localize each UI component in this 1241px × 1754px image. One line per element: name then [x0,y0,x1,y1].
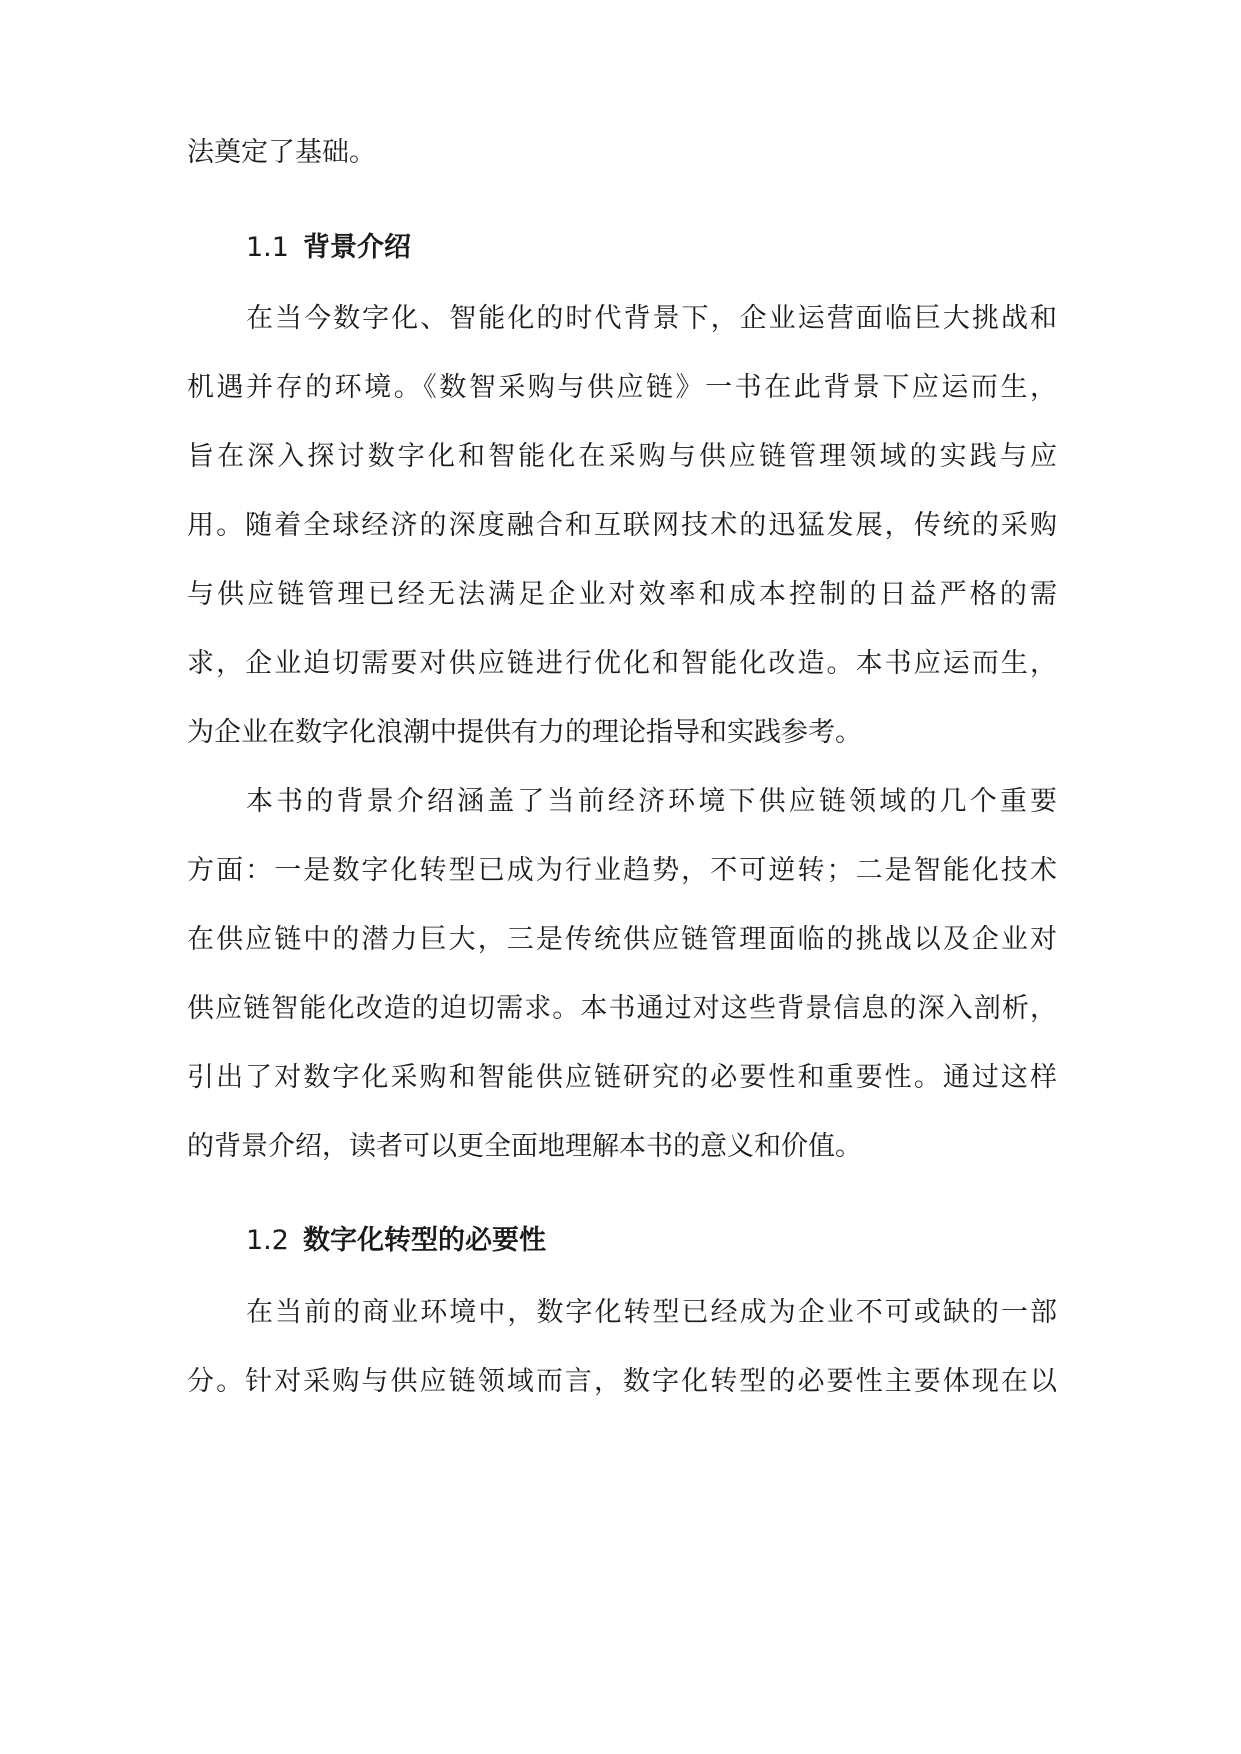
paragraph-line: 供应链智能化改造的迫切需求。本书通过对这些背景信息的深入剖析， [187,993,1057,1024]
paragraph-line: 方面：一是数字化转型已成为行业趋势，不可逆转；二是智能化技术 [187,855,1057,886]
paragraph-line: 在当前的商业环境中，数字化转型已经成为企业不可或缺的一部 [246,1297,1057,1328]
paragraph-line: 分。针对采购与供应链领域而言，数字化转型的必要性主要体现在以 [187,1366,1057,1397]
paragraph-line: 与供应链管理已经无法满足企业对效率和成本控制的日益严格的需 [187,579,1057,610]
paragraph-line: 在当今数字化、智能化的时代背景下，企业运营面临巨大挑战和 [246,303,1057,334]
paragraph-line: 机遇并存的环境。《数智采购与供应链》一书在此背景下应运而生， [187,372,1057,403]
section-heading-1-1 [246,231,411,265]
carryover-line: 法奠定了基础。 [187,137,376,168]
paragraph-line: 引出了对数字化采购和智能供应链研究的必要性和重要性。通过这样 [187,1062,1057,1093]
section-number: 1.1 [246,232,289,263]
paragraph-line: 本书的背景介绍涵盖了当前经济环境下供应链领域的几个重要 [246,786,1057,817]
section-title: 背景介绍 [302,232,411,263]
paragraph-line: 的背景介绍，读者可以更全面地理解本书的意义和价值。 [187,1131,862,1162]
paragraph-line: 为企业在数字化浪潮中提供有力的理论指导和实践参考。 [187,717,862,748]
paragraph-line: 在供应链中的潜力巨大，三是传统供应链管理面临的挑战以及企业对 [187,924,1057,955]
section-title: 数字化转型的必要性 [302,1225,546,1256]
section-heading-1-2 [246,1224,546,1258]
paragraph-line: 旨在深入探讨数字化和智能化在采购与供应链管理领域的实践与应 [187,441,1057,472]
paragraph-line: 求，企业迫切需要对供应链进行优化和智能化改造。本书应运而生， [187,648,1057,679]
section-number: 1.2 [246,1225,289,1256]
paragraph-line: 用。随着全球经济的深度融合和互联网技术的迅猛发展，传统的采购 [187,510,1057,541]
